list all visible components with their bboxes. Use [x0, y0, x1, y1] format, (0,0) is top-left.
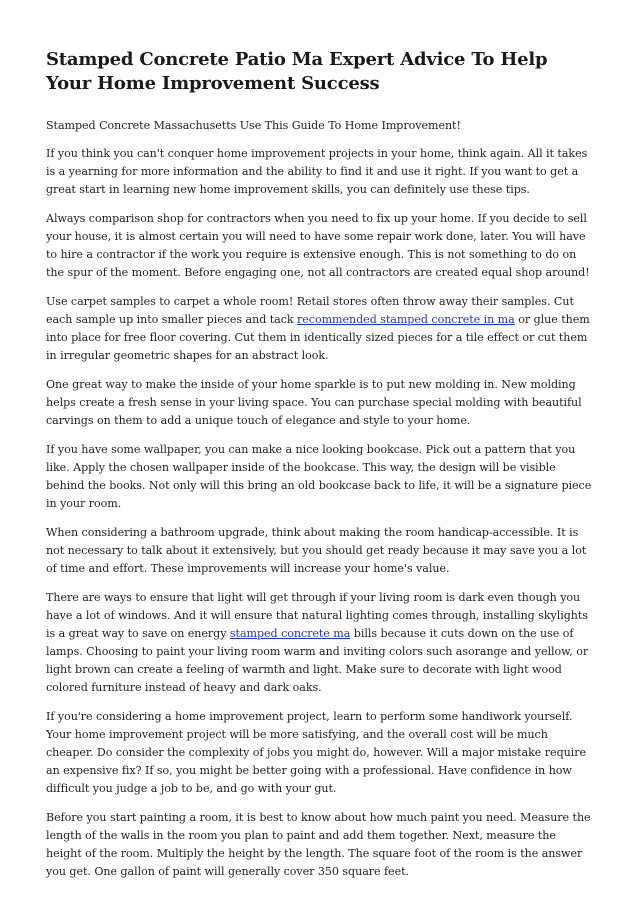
paragraph-text: There are ways to ensure that light will get through if your living room is dark even though you have a lot of windows. And it will ensure that natural lighting comes through, installing skylights is a great way to save on energy [46, 591, 588, 640]
recommended-stamped-concrete-link[interactable]: recommended stamped concrete in ma [297, 313, 515, 326]
document-page [46, 48, 594, 892]
paragraph-lighting [46, 589, 594, 697]
paragraph-text: bills because it cuts down on the use of lamps. Choosing to paint your living room warm and inviting colors such asorange and yellow, or light brown can create a feeling of warmth and light. Make sure to decorate with light wood colored furniture instead of heavy and dark oaks. [46, 627, 589, 694]
paragraph-carpet-samples [46, 293, 594, 365]
paragraph-intro: If you think you can't conquer home improvement projects in your home, think again. All it takes is a yearning for more information and the ability to find it and use it right. If you want to get a great start in learning new home improvement skills, you can definitely use these tips. [46, 147, 588, 196]
paragraph-handiwork: If you're considering a home improvement project, learn to perform some handiwork yourself. Your home improvement project will be more satisfying, and the overall cost will be much cheaper. Do consider the complexity of jobs you might do, however. Will a major mistake require an expensive fix? If so, you might be better going with a professional. Have confidence in how difficult you judge a job to be, and go with your gut. [46, 710, 586, 795]
document-title: Stamped Concrete Patio Ma Expert Advice To Help Your Home Improvement Success [46, 49, 548, 94]
paragraph-painting: Before you start painting a room, it is best to know about how much paint you need. Measure the length of the walls in the room you plan to paint and add them together. Next, measure the height of the room. Multiply the height by the length. The square foot of the room is the answer you get. One gallon of paint will generally cover 350 square feet. [46, 811, 591, 878]
paragraph-text: or glue them into place for free floor covering. Cut them in identically sized pieces for a tile effect or cut them in irregular geometric shapes for an abstract look. [46, 313, 590, 362]
document-subtitle: Stamped Concrete Massachusetts Use This Guide To Home Improvement! [46, 119, 461, 132]
paragraph-wallpaper: If you have some wallpaper, you can make a nice looking bookcase. Pick out a pattern that you like. Apply the chosen wallpaper inside of the bookcase. This way, the design will be visible behind the books. Not only will this bring an old bookcase back to life, it will be a signature piece in your room. [46, 443, 592, 510]
paragraph-molding: One great way to make the inside of your home sparkle is to put new molding in. New molding helps create a fresh sense in your living space. You can purchase special molding with beautiful carvings on them to add a unique touch of elegance and style to your home. [46, 378, 582, 427]
paragraph-bathroom: When considering a bathroom upgrade, think about making the room handicap-accessible. It is not necessary to talk about it extensively, but you should get ready because it may save you a lot of time and effort. These improvements will increase your home's value. [46, 526, 587, 575]
stamped-concrete-ma-link[interactable]: stamped concrete ma [229, 627, 351, 640]
paragraph-contractors: Always comparison shop for contractors when you need to fix up your home. If you decide to sell your house, it is almost certain you will need to have some repair work done, later. You will have to hire a contractor if the work you require is extensive enough. This is not something to do on the spur of the moment. Before engaging one, not all contractors are created equal shop around! [46, 212, 590, 279]
paragraph-text: Use carpet samples to carpet a whole room! Retail stores often throw away their samples. Cut each sample up into smaller pieces and tack [46, 295, 574, 326]
